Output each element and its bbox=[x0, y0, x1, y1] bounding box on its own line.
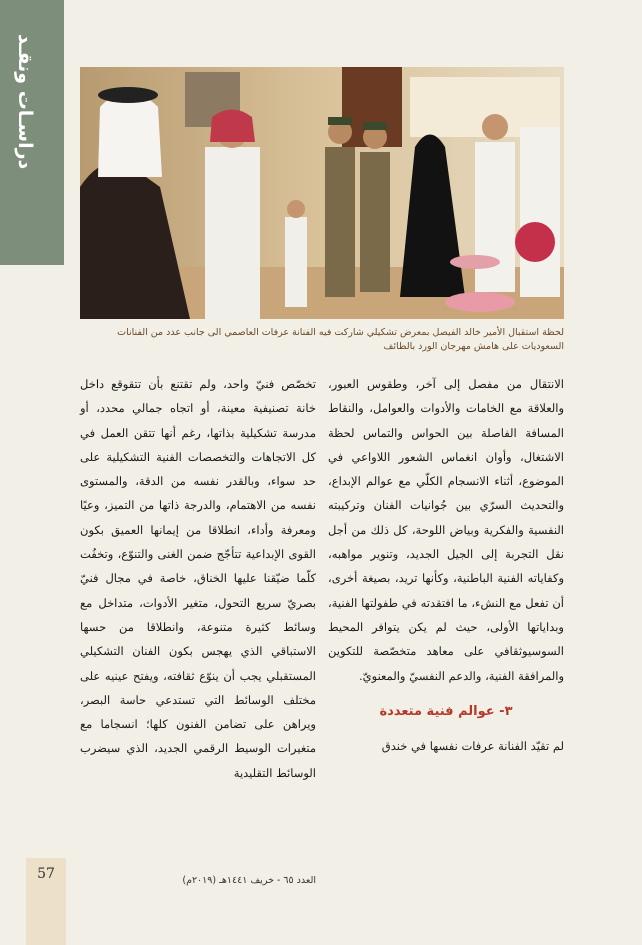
text-column-right bbox=[328, 372, 564, 758]
issue-info: العدد ٦٥ - خريف ١٤٤١هـ (٢٠١٩م) bbox=[182, 875, 316, 886]
section-title: دراسـات ونقـد bbox=[14, 34, 36, 170]
paragraph: الانتقال من مفصل إلى آخر، وطقوس العبور، والعلاقة مع الخامات والأدوات والعوامل، والنقاط المسافة الفاصلة بين الحواس والتماس لحظة الاشتغال، وأوان انغماس الشعور اللاواعي في الموضوع، أثناء الانسجام الكلّي مع عوالم الإبداع، والتحديث السرّي بين جُوانيات الفنان وتركيبته النفسية والفكرية وبياض اللوحة، كل ذلك من أجل نقل التجربة إلى الجيل الجديد، وتنوير مواهبه، وكفاياته الفنية الباطنية، وكأنها تريد، بصيغة أخرى، أن تفعل مع النشء، ما افتقدته في طفولتها الفنية، وبداياتها الأولى، حيث لم يكن يتوافر المحيط السوسيوثقافي على معاهد متخصّصة للتكوين والمرافقة الفنية، والدعم النفسيّ والمعنويّ. bbox=[328, 377, 564, 683]
section-band bbox=[0, 0, 64, 265]
section-heading: ٣- عوالم فنية متعددة bbox=[379, 703, 513, 719]
page-number: 57 bbox=[37, 866, 55, 882]
paragraph: تخصّص فنيّ واحد، ولم تقتنع بأن تتقوقع داخل خانة تصنيفية معينة، أو اتجاه جمالي محدد، أو مدرسة تشكيلية بذاتها، رغم أنها تتقن العمل في كل الاتجاهات والتخصصات الفنية التشكيلية على حد سواء، وبالقدر نفسه من الدقة، والمستوى نفسه من الاهتمام، والدرجة ذاتها من التميز، وعيًا ومعرفة وأداء، انطلاقا من إيمانها العميق بكون القوى الإبداعية تتأجّج ضمن الغنى والتنوّع، وتخفُت كلّما ضيّقنا عليها الخناق، خاصة في مجال فنيّ بصريّ سريع التحول، متغير الأدوات، متداخل مع وسائط كثيرة متنوعة، وانطلاقا من حسها الاستباقي الذي يهجس بكون الفنان التشكيلي المستقبلي يجب أن ينوّع ثقافته، ويفتح عينيه على مختلف الوسائط التي تستدعي حاسة البصر، ويراهن على تضامن الفنون كلها؛ انسجاما مع متغيرات الوسيط الرقمي الجديد، الذي سيضرب الوسائط التقليدية bbox=[80, 377, 316, 780]
photo-caption: لحظة استقبال الأمير خالد الفيصل بمعرض تشكيلي شاركت فيه الفنانة عرفات العاصمي الى جانب عدد من الفنانات السعوديات على هامش مهرجان الورد بالطائف bbox=[117, 327, 564, 352]
paragraph: لم تقيّد الفنانة عرفات نفسها في خندق bbox=[381, 739, 564, 754]
text-column-left bbox=[80, 372, 316, 785]
page-number-box bbox=[26, 858, 66, 945]
event-photo bbox=[80, 67, 564, 319]
